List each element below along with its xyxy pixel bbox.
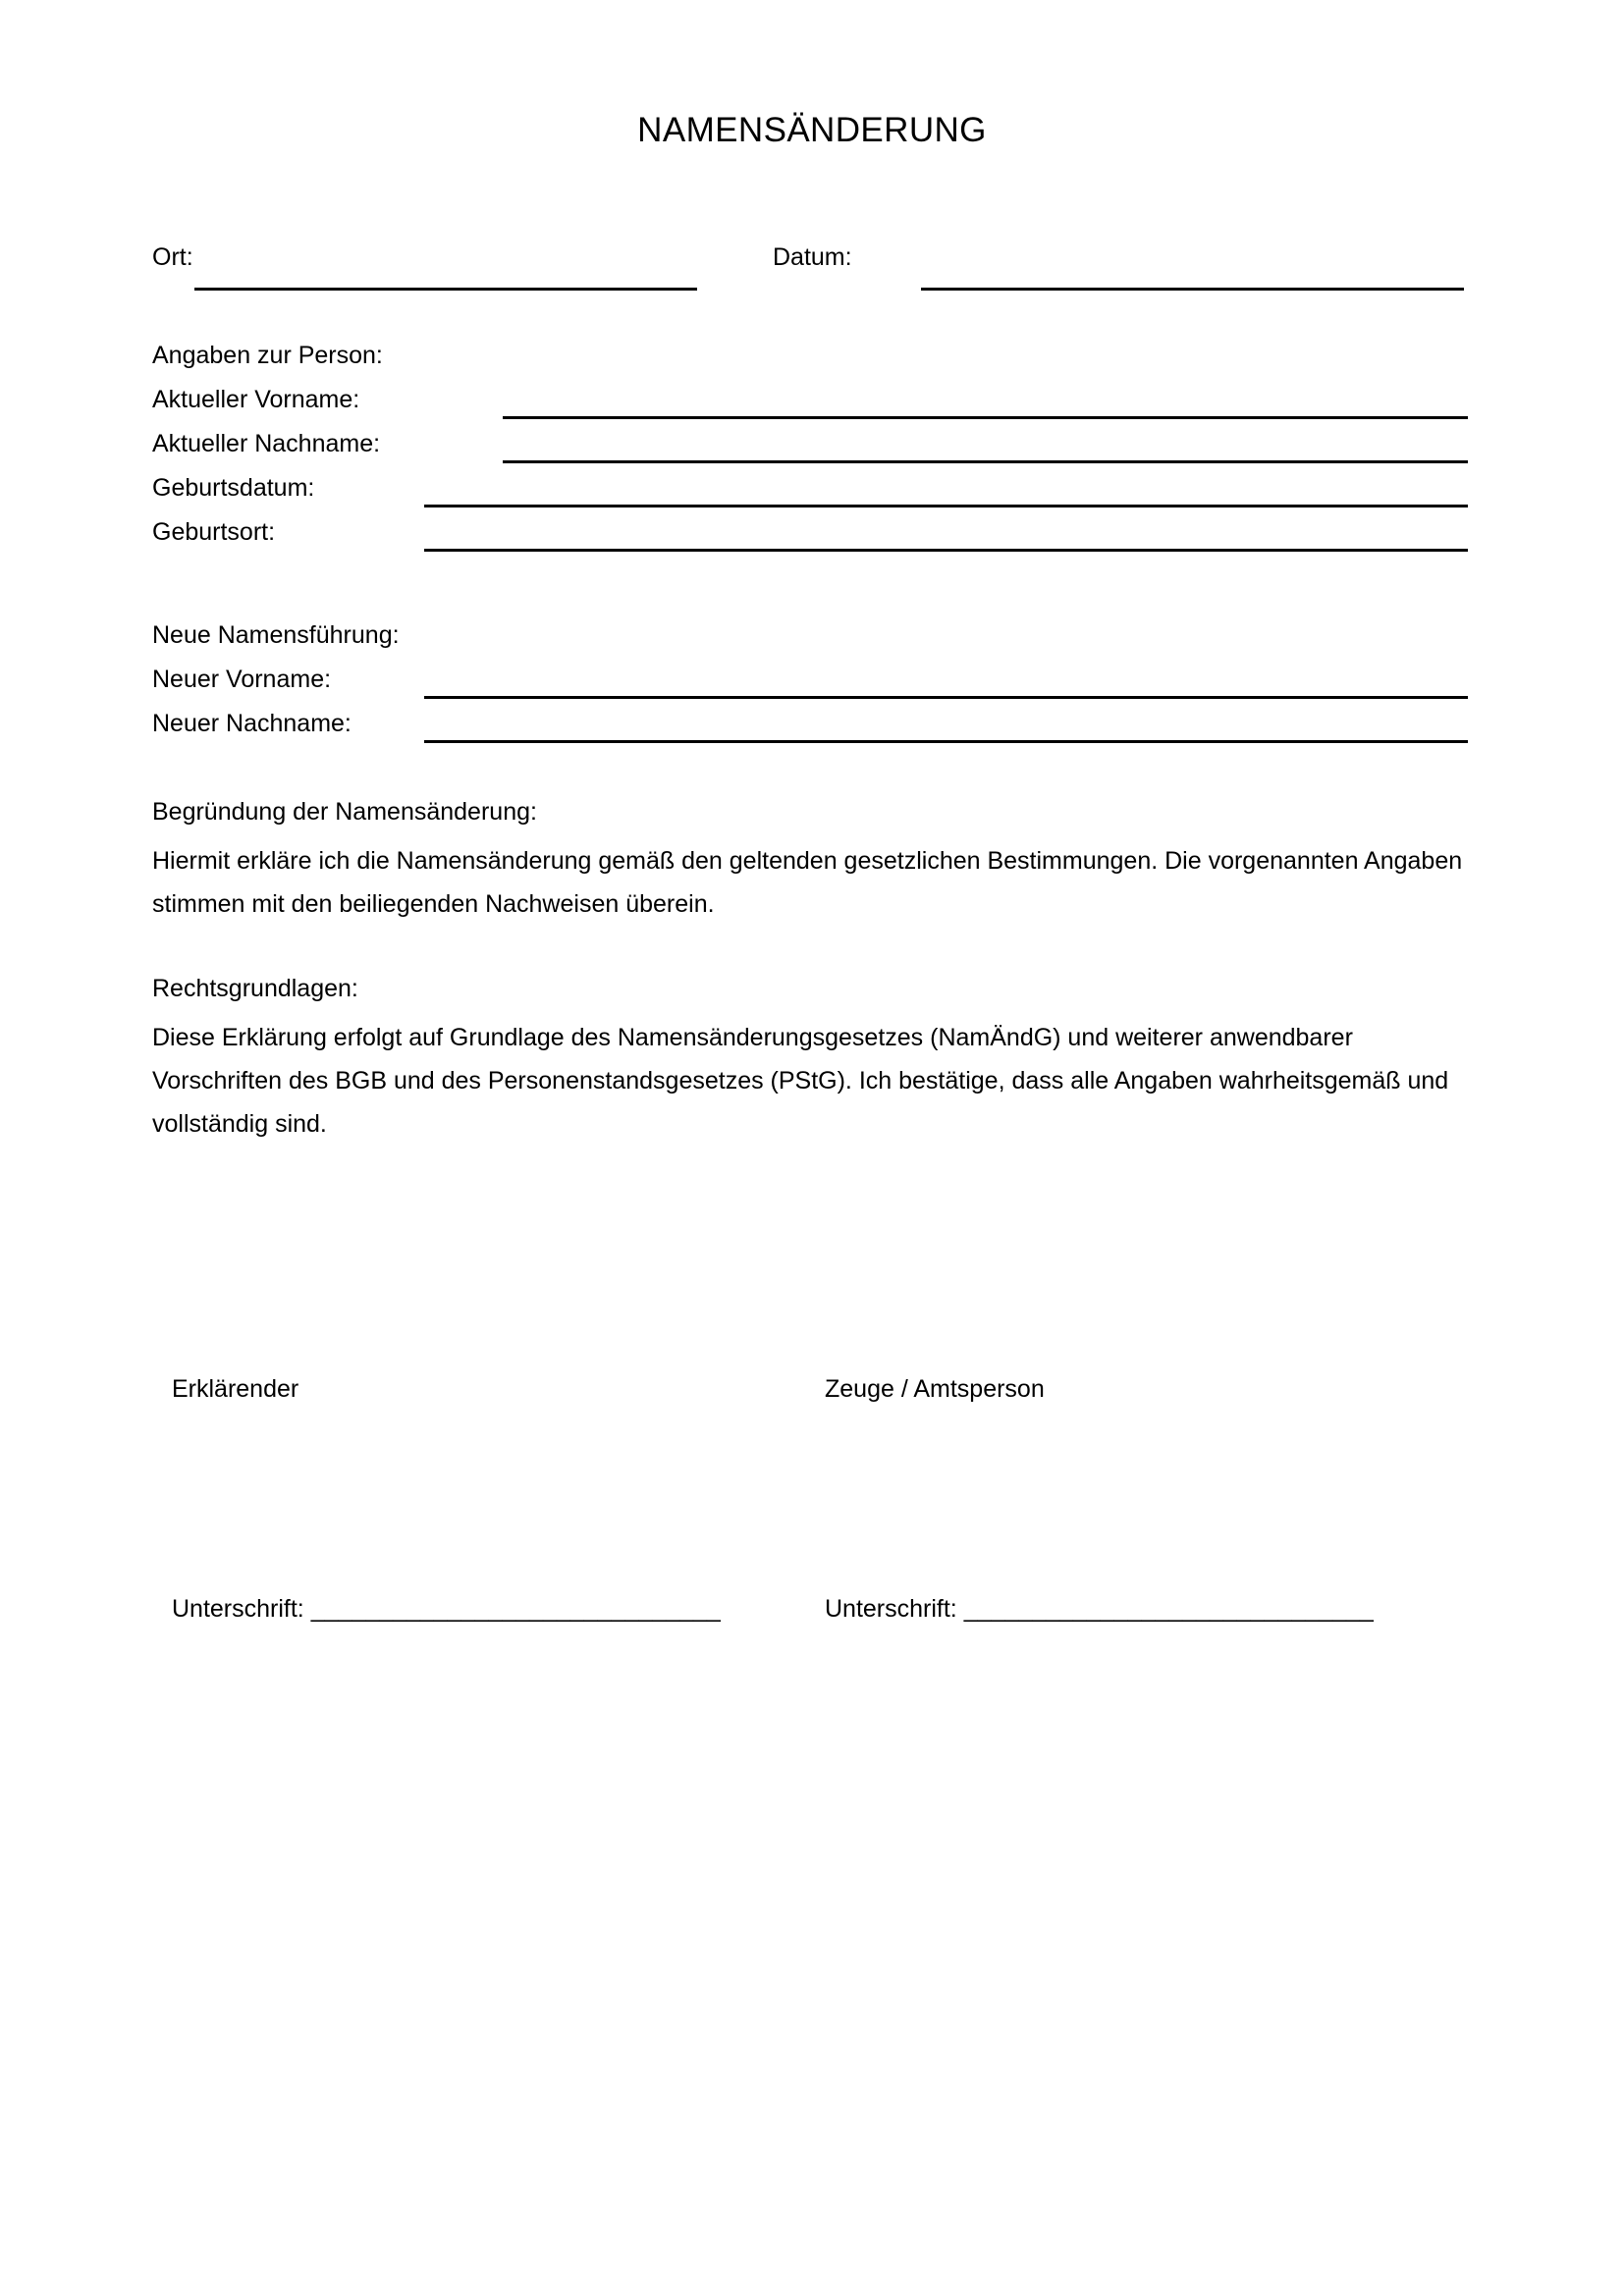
- current-first-name-input-line[interactable]: [503, 416, 1468, 419]
- birth-place-row: [152, 515, 275, 549]
- declarant-signature-line[interactable]: Unterschrift: ______________________________: [172, 1595, 721, 1623]
- witness-role-label: Zeuge / Amtsperson: [825, 1375, 1045, 1403]
- new-name-section-heading-row: [152, 618, 400, 652]
- birth-place-input-line[interactable]: [424, 549, 1468, 552]
- new-last-name-row: [152, 707, 352, 740]
- current-last-name-label: Aktueller Nachname:: [152, 430, 381, 457]
- legal-section-body: Diese Erklärung erfolgt auf Grundlage des Namensänderungsgesetzes (NamÄndG) und weiterer anwendbarer Vorschriften des BGB und des Personenstandsgesetzes (PStG). Ich bestätige, dass alle Angaben wahrheitsgemäß und vollständig sind.: [152, 1024, 1449, 1138]
- declarant-role-label: Erklärender: [172, 1375, 299, 1403]
- new-first-name-row: [152, 663, 331, 696]
- place-input-line[interactable]: [194, 288, 697, 291]
- person-section-heading-row: [152, 339, 383, 372]
- current-last-name-row: [152, 427, 380, 460]
- new-last-name-label: Neuer Nachname:: [152, 710, 352, 737]
- birth-place-label: Geburtsort:: [152, 518, 276, 546]
- date-label: Datum:: [773, 243, 852, 271]
- new-first-name-label: Neuer Vorname:: [152, 666, 332, 693]
- reason-section: [152, 795, 1473, 926]
- new-name-section-heading: Neue Namensführung:: [152, 621, 400, 649]
- reason-section-body: Hiermit erkläre ich die Namensänderung gemäß den geltenden gesetzlichen Bestimmungen. Die vorgenannten Angaben stimmen mit den beiliegenden Nachweisen überein.: [152, 847, 1463, 918]
- current-last-name-input-line[interactable]: [503, 460, 1468, 463]
- place-field-row: [152, 240, 193, 274]
- person-section-heading: Angaben zur Person:: [152, 342, 383, 369]
- birth-date-input-line[interactable]: [424, 505, 1468, 507]
- new-last-name-input-line[interactable]: [424, 740, 1468, 743]
- current-first-name-row: [152, 383, 359, 416]
- reason-section-heading: Begründung der Namensänderung:: [152, 798, 537, 826]
- new-first-name-input-line[interactable]: [424, 696, 1468, 699]
- birth-date-row: [152, 471, 314, 505]
- date-input-line[interactable]: [921, 288, 1464, 291]
- date-field-row: [773, 240, 852, 274]
- witness-signature-line[interactable]: Unterschrift: ______________________________: [825, 1595, 1374, 1623]
- place-label: Ort:: [152, 243, 193, 271]
- birth-date-label: Geburtsdatum:: [152, 474, 315, 502]
- legal-section-heading: Rechtsgrundlagen:: [152, 975, 358, 1002]
- current-first-name-label: Aktueller Vorname:: [152, 386, 360, 413]
- page-title: NAMENSÄNDERUNG: [637, 111, 987, 149]
- legal-section: [152, 972, 1473, 1146]
